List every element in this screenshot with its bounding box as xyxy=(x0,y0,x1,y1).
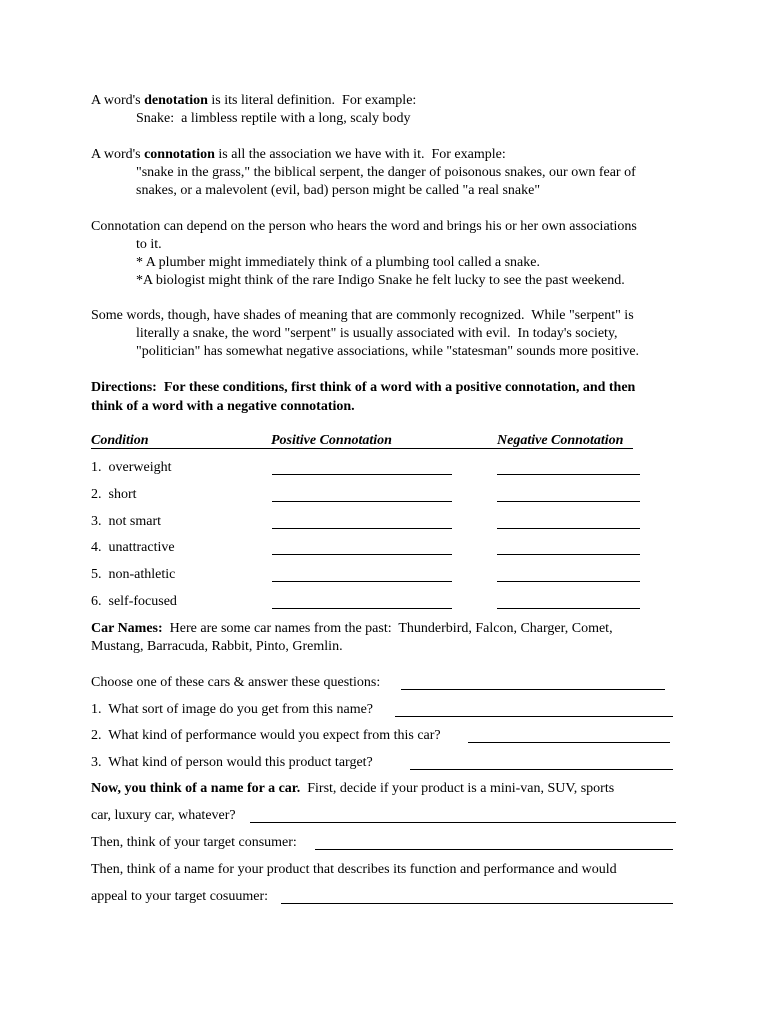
shades-paragraph-line-3: "politician" has somewhat negative associations, while "statesman" sounds more positive. xyxy=(136,344,640,359)
connotation-definition xyxy=(91,146,506,164)
target-consumer-blank[interactable] xyxy=(315,848,673,850)
depend-paragraph-line-2: to it. xyxy=(136,237,162,252)
negative-blank-6[interactable] xyxy=(497,607,640,609)
positive-blank-4[interactable] xyxy=(272,553,452,555)
connotation-pre: A word's xyxy=(91,147,145,162)
denotation-definition xyxy=(91,92,416,110)
denotation-pre: A word's xyxy=(91,93,145,108)
car-names-line-2: Mustang, Barracuda, Rabbit, Pinto, Gremlin. xyxy=(91,639,343,654)
positive-blank-5[interactable] xyxy=(272,580,452,582)
directions-line-2: think of a word with a negative connotation. xyxy=(91,399,355,414)
question-1-blank[interactable] xyxy=(395,715,673,717)
denotation-post: is its literal definition. For example: xyxy=(207,93,417,108)
negative-blank-3[interactable] xyxy=(497,527,640,529)
condition-row-unattractive: 4. unattractive xyxy=(91,540,175,555)
question-1: 1. What sort of image do you get from this name? xyxy=(91,702,374,717)
choose-car-prompt: Choose one of these cars & answer these questions: xyxy=(91,675,381,690)
directions-line-1: Directions: For these conditions, first think of a word with a positive connotation, and then xyxy=(91,380,636,395)
choose-car-blank[interactable] xyxy=(401,688,665,690)
condition-row-overweight: 1. overweight xyxy=(91,460,172,475)
positive-blank-3[interactable] xyxy=(272,527,452,529)
positive-blank-6[interactable] xyxy=(272,607,452,609)
depend-bullet-biologist: *A biologist might think of the rare Indigo Snake he felt lucky to see the past weekend. xyxy=(136,273,625,288)
shades-paragraph-line-2: literally a snake, the word "serpent" is usually associated with evil. In today's society, xyxy=(136,326,618,341)
target-consumer-prompt: Then, think of your target consumer: xyxy=(91,835,297,850)
denotation-term: denotation xyxy=(144,93,208,108)
connotation-example-line-2: snakes, or a malevolent (evil, bad) person might be called "a real snake" xyxy=(136,183,541,198)
header-negative-connotation: Negative Connotation xyxy=(497,433,624,448)
own-name-text-1: First, decide if your product is a mini-van, SUV, sports xyxy=(300,781,615,796)
own-name-heading: Now, you think of a name for a car. xyxy=(91,781,301,796)
car-names-line-1 xyxy=(91,620,613,638)
depend-bullet-plumber: * A plumber might immediately think of a plumbing tool called a snake. xyxy=(136,255,540,270)
header-positive-connotation: Positive Connotation xyxy=(271,433,392,448)
question-2: 2. What kind of performance would you expect from this car? xyxy=(91,728,441,743)
negative-blank-1[interactable] xyxy=(497,473,640,475)
positive-blank-1[interactable] xyxy=(272,473,452,475)
condition-row-self-focused: 6. self-focused xyxy=(91,594,177,609)
header-underline xyxy=(91,448,633,449)
own-name-line-2: car, luxury car, whatever? xyxy=(91,808,236,823)
depend-paragraph-line-1: Connotation can depend on the person who hears the word and brings his or her own associations xyxy=(91,219,637,234)
condition-row-not-smart: 3. not smart xyxy=(91,514,161,529)
question-2-blank[interactable] xyxy=(468,741,670,743)
negative-blank-4[interactable] xyxy=(497,553,640,555)
connotation-term: connotation xyxy=(144,147,215,162)
product-type-blank[interactable] xyxy=(250,821,676,823)
product-name-blank[interactable] xyxy=(281,902,673,904)
product-name-line-2: appeal to your target cosuumer: xyxy=(91,889,269,904)
negative-blank-2[interactable] xyxy=(497,500,640,502)
product-name-line-1: Then, think of a name for your product that describes its function and performance and would xyxy=(91,862,617,877)
car-names-label: Car Names: xyxy=(91,621,163,636)
question-3-blank[interactable] xyxy=(410,768,673,770)
question-3: 3. What kind of person would this product target? xyxy=(91,755,373,770)
denotation-example: Snake: a limbless reptile with a long, scaly body xyxy=(136,111,411,126)
positive-blank-2[interactable] xyxy=(272,500,452,502)
condition-row-short: 2. short xyxy=(91,487,137,502)
own-name-line-1 xyxy=(91,780,614,798)
header-condition: Condition xyxy=(91,433,149,448)
condition-row-non-athletic: 5. non-athletic xyxy=(91,567,176,582)
negative-blank-5[interactable] xyxy=(497,580,640,582)
connotation-example-line-1: "snake in the grass," the biblical serpent, the danger of poisonous snakes, our own fear of xyxy=(136,165,636,180)
connotation-post: is all the association we have with it. For example: xyxy=(214,147,506,162)
car-names-text-1: Here are some car names from the past: Thunderbird, Falcon, Charger, Comet, xyxy=(162,621,613,636)
shades-paragraph-line-1: Some words, though, have shades of meaning that are commonly recognized. While "serpent" is xyxy=(91,308,634,323)
